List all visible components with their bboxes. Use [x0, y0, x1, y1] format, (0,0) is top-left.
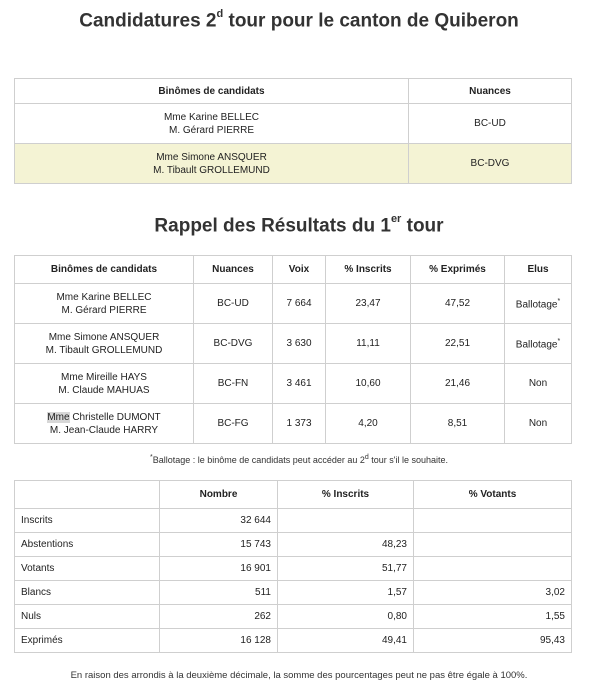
candidate-names: Mme Karine BELLEC M. Gérard PIERRE [15, 104, 409, 144]
candidates-table [14, 78, 572, 184]
candidate-names: Mme Mireille HAYS M. Claude MAHUAS [15, 364, 194, 404]
voix-cell: 1 373 [273, 404, 326, 444]
nombre-cell: 262 [160, 605, 278, 629]
exprimes-cell: 47,52 [411, 284, 505, 324]
nuance-cell: BC-FG [194, 404, 273, 444]
votants-cell: 95,43 [414, 629, 572, 653]
candidate-names: Mme Simone ANSQUER M. Tibault GROLLEMUND [15, 324, 194, 364]
table-row [15, 629, 572, 653]
elus-cell: Ballotage* [505, 284, 572, 324]
candidate-names: Mme Simone ANSQUER M. Tibault GROLLEMUND [15, 144, 409, 184]
voix-cell: 7 664 [273, 284, 326, 324]
table-header-row [15, 256, 572, 284]
column-header [15, 481, 160, 509]
title-second-round: Candidatures 2$^d$ tour pour le canton de Quiberon [79, 8, 519, 32]
selected-text: Mme [47, 411, 70, 423]
column-header: Nuances [409, 79, 572, 104]
row-label: Votants [15, 557, 160, 581]
nuance-cell: BC-UD [194, 284, 273, 324]
votants-cell [414, 533, 572, 557]
nombre-cell: 511 [160, 581, 278, 605]
votants-cell [414, 509, 572, 533]
participation-table [14, 480, 572, 653]
inscrits-cell: 51,77 [278, 557, 414, 581]
votants-cell: 3,02 [414, 581, 572, 605]
exprimes-cell: 22,51 [411, 324, 505, 364]
ballotage-note: *Ballotage : le binôme de candidats peut accéder au 2$^d$ tour s'il le souhaite. [149, 454, 449, 465]
table-row [15, 144, 572, 184]
inscrits-cell: 48,23 [278, 533, 414, 557]
elus-cell: Ballotage* [505, 324, 572, 364]
column-header: % Votants [414, 481, 572, 509]
inscrits-cell: 11,11 [326, 324, 411, 364]
exprimes-cell: 8,51 [411, 404, 505, 444]
nuance-cell: BC-UD [409, 104, 572, 144]
table-row [15, 404, 572, 444]
table-row [15, 324, 572, 364]
table-row [15, 284, 572, 324]
voix-cell: 3 630 [273, 324, 326, 364]
nombre-cell: 15 743 [160, 533, 278, 557]
votants-cell [414, 557, 572, 581]
column-header: % Inscrits [278, 481, 414, 509]
inscrits-cell: 1,57 [278, 581, 414, 605]
table-row [15, 364, 572, 404]
column-header: Elus [505, 256, 572, 284]
nombre-cell: 32 644 [160, 509, 278, 533]
table-header-row [15, 79, 572, 104]
nuance-cell: BC-FN [194, 364, 273, 404]
inscrits-cell: 23,47 [326, 284, 411, 324]
inscrits-cell: 10,60 [326, 364, 411, 404]
votants-cell: 1,55 [414, 605, 572, 629]
table-row [15, 104, 572, 144]
rounding-footnote: En raison des arrondis à la deuxième décimale, la somme des pourcentages peut ne pas être égale à 100%. [70, 670, 528, 681]
column-header: % Exprimés [411, 256, 505, 284]
column-header: Binômes de candidats [15, 79, 409, 104]
voix-cell: 3 461 [273, 364, 326, 404]
table-row [15, 533, 572, 557]
table-row [15, 557, 572, 581]
row-label: Blancs [15, 581, 160, 605]
elus-cell: Non [505, 404, 572, 444]
elus-cell: Non [505, 364, 572, 404]
row-label: Abstentions [15, 533, 160, 557]
candidate-names: Mme Karine BELLEC M. Gérard PIERRE [15, 284, 194, 324]
row-label: Nuls [15, 605, 160, 629]
table-row [15, 605, 572, 629]
table-header-row [15, 481, 572, 509]
nuance-cell: BC-DVG [409, 144, 572, 184]
nombre-cell: 16 901 [160, 557, 278, 581]
inscrits-cell: 49,41 [278, 629, 414, 653]
nuance-cell: BC-DVG [194, 324, 273, 364]
nombre-cell: 16 128 [160, 629, 278, 653]
column-header: Binômes de candidats [15, 256, 194, 284]
row-label: Inscrits [15, 509, 160, 533]
column-header: Nuances [194, 256, 273, 284]
column-header: Nombre [160, 481, 278, 509]
exprimes-cell: 21,46 [411, 364, 505, 404]
title-first-round-results: Rappel des Résultats du 1er tour [154, 213, 444, 237]
row-label: Exprimés [15, 629, 160, 653]
inscrits-cell [278, 509, 414, 533]
candidate-names: Mme Christelle DUMONT M. Jean-Claude HARRY [15, 404, 194, 444]
table-row [15, 581, 572, 605]
inscrits-cell: 0,80 [278, 605, 414, 629]
inscrits-cell: 4,20 [326, 404, 411, 444]
first-round-results-table [14, 255, 572, 444]
column-header: % Inscrits [326, 256, 411, 284]
table-row [15, 509, 572, 533]
column-header: Voix [273, 256, 326, 284]
